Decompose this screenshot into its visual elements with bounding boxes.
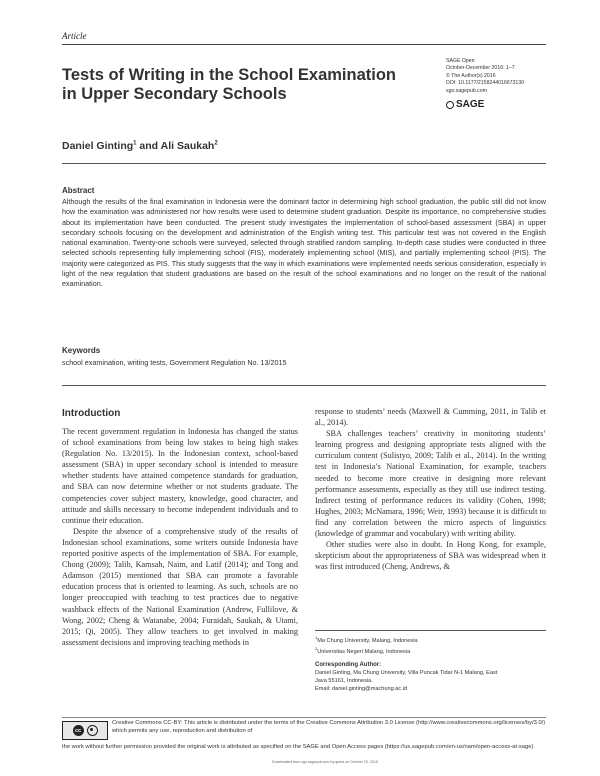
author-1-affiliation-marker: 1 [133, 140, 137, 147]
affiliation-2-marker: 2 [315, 645, 318, 651]
affiliation-1-marker: 1 [315, 635, 318, 640]
article-label: Article [62, 31, 87, 41]
intro-paragraph-1: The recent government regulation in Indonesia has changed the status of school examinations from being low stakes to being high stakes (Regulation No. 13/2015). In the Indonesian context, school-based assessment (SBA) in upper secondary school is intended to measure whether students have attained competence standards for graduation, and SBA can now determine whether or not students graduate. The competencies cover subject mastery, knowledge, good character, and attitude and skills necessary to become independent individuals and to continue their education. [62, 427, 298, 525]
intro-continuation: response to students’ needs (Maxwell & Cumming, 2011, in Talib et al., 2014). [315, 407, 546, 428]
header-divider [62, 44, 546, 45]
introduction-heading: Introduction [62, 408, 121, 419]
affiliation-1 [315, 634, 546, 645]
author-joiner: and [136, 140, 161, 152]
body-column-right [315, 406, 546, 572]
author-2-affiliation-marker: 2 [214, 140, 218, 147]
keywords-heading: Keywords [62, 346, 101, 355]
body-column-left [62, 426, 298, 648]
meta-journal: SAGE Open [446, 58, 475, 64]
publisher-logo-text: SAGE [456, 99, 485, 110]
corresponding-author-email[interactable]: Email: daniel.ginting@machung.ac.id [315, 685, 408, 692]
article-title: Tests of Writing in the School Examination in Upper Secondary Schools [62, 66, 396, 103]
cc-by-badge[interactable] [62, 721, 108, 740]
intro-paragraph-3: SBA challenges teachers’ creativity in monitoring students’ learning progress and designing appropriate tests aligned with the curriculum content (Sulistyo, 2009; Talib et al., 2014). In the writing test in Indonesia’s National Examination, for example, teachers needed to become more creative in designing more relevant performance assessments, especially as they still use indirect testing. Indirect testing of performance reduces its validity (Cohen, 1998; Hughes, 2003; McNamara, 1996; Weir, 1993) because it is difficult to find any correlation between the micro aspects of linguistics (knowledge of grammar and vocabulary) with writing ability. [315, 429, 546, 539]
corresponding-author-line-1: Daniel Ginting, Ma Chung University, Villa Puncak Tidar N-1 Malang, East [315, 669, 498, 676]
affiliation-divider [315, 630, 546, 631]
corresponding-author-line-2: Java 55161, Indonesia. [315, 677, 373, 684]
creative-commons-icon: cc [73, 725, 84, 736]
affiliations-block [315, 634, 546, 693]
download-note: Downloaded from sgo.sagepub.com by guest on October 23, 2016 [272, 760, 378, 764]
meta-url[interactable]: sgo.sagepub.com [446, 87, 487, 94]
affiliation-1-text: Ma Chung University, Malang, Indonesia [317, 637, 418, 644]
abstract-top-divider [62, 163, 546, 164]
author-1: Daniel Ginting [62, 140, 134, 152]
meta-issue: October-December 2016: 1–7 [446, 65, 515, 72]
affiliation-2-text: Universitas Negeri Malang, Indonesia [317, 648, 411, 655]
abstract-text: Although the results of the final examination in Indonesia were the dominant factor in determining high school graduation, the public still did not know how the examination was administered nor how results were used to determine student graduation. Despite its importance, no comprehensive studies about its implementation have been conducted. The present study investigates the implementation of school-based assessment (SBA) in upper secondary schools focusing on the development and administration of the English writing test. This particular test was not covered in the English national examination. Twenty-one schools were surveyed, selected through stratified random sampling. In-depth case studies were conducted in three selected schools representing fully implementing school (FIS), moderately implementing school (MIS), and partially implementing school (PIS). The majority were categorized as PIS. This study suggests that the way in which examinations were implemented needs serious consideration, especially in light of the new regulation that student graduations are based on the result of the school examinations and no longer on the result of the national examination. [62, 197, 546, 289]
intro-paragraph-4: Other studies were also in doubt. In Hong Kong, for example, skepticism about the appropriateness of SBA was widespread when it was first introduced (Cheng, Andrews, & [315, 540, 546, 572]
license-text-1: Creative Commons CC-BY: This article is distributed under the terms of the Creative Commons Attribution 3.0 License (http://www.creativecommons.org/licenses/by/3.0/) which permits any use, reproduction and distribution of [112, 720, 546, 735]
intro-paragraph-2: Despite the absence of a comprehensive study of the results of Indonesian school examinations, some writers outside Indonesia have reported positive aspects of the implementation of SBA. For example, Chong (2009); Talib, Kamsah, Naim, and Latif (2014); and Tong and Adamson (2015) mentioned that SBA can promote a favorable education process that is oriented to learning. As such, schools are no longer preoccupied with teaching to test practices due to negative washback effects of the National Examination (Andrew, Fullilove, & Wong, 2002; Cheng & Watanabe, 2004; Furaidah, Saukah, & Utami, 2015; Qi, 2005). They allow teachers to get involved in making assessment decisions and improving teaching methods in [62, 526, 298, 647]
author-line [62, 140, 218, 152]
keywords-text: school examination, writing tests, Government Regulation No. 13/2015 [62, 358, 287, 367]
attribution-icon [87, 725, 98, 736]
corresponding-author-heading: Corresponding Author: [315, 661, 382, 668]
meta-copyright: © The Author(s) 2016 [446, 72, 496, 79]
journal-meta [446, 58, 524, 95]
license-divider [62, 717, 546, 718]
keywords-divider [62, 385, 546, 386]
meta-doi[interactable]: DOI: 10.1177/2158244016673130 [446, 80, 525, 87]
publisher-logo [446, 99, 484, 110]
author-2: Ali Saukah [160, 140, 215, 152]
sage-logo-icon [446, 101, 454, 109]
abstract-heading: Abstract [62, 186, 95, 195]
affiliation-2 [315, 645, 546, 656]
license-text-2: the work without further permission provided the original work is attributed as specified on the SAGE and Open Access pages (https://us.sagepub.com/en-us/nam/open-access-at-sage). [62, 744, 536, 750]
